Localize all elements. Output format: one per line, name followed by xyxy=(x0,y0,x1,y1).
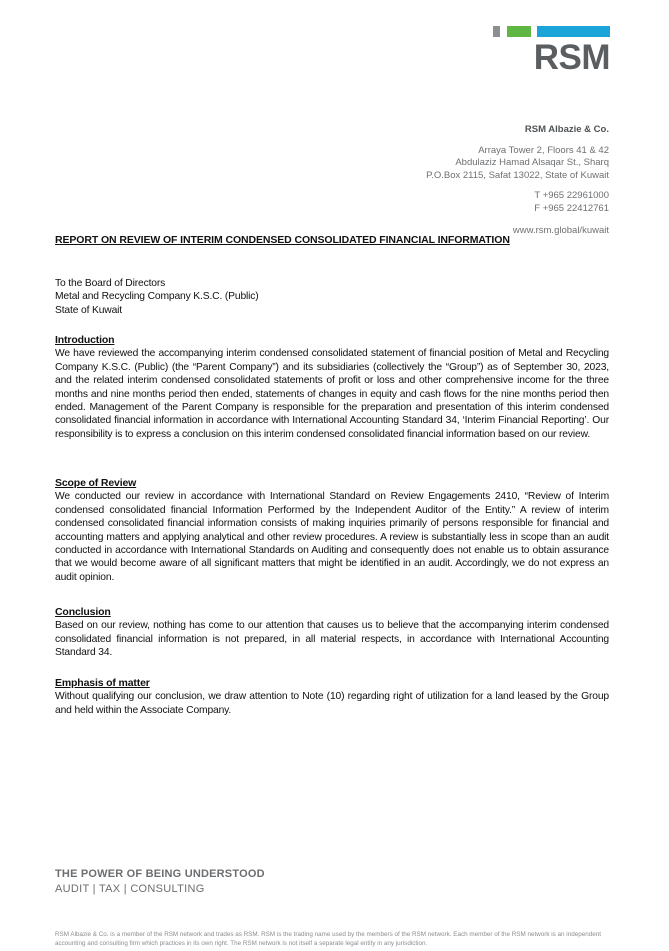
address-line-2: Abdulaziz Hamad Alsaqar St., Sharq xyxy=(455,157,609,168)
addressee-line-2: Metal and Recycling Company K.S.C. (Public) xyxy=(55,291,259,303)
section-heading: Emphasis of matter xyxy=(55,677,150,689)
report-title: REPORT ON REVIEW OF INTERIM CONDENSED CONSOLIDATED FINANCIAL INFORMATION xyxy=(55,234,510,246)
section-introduction xyxy=(55,334,609,441)
section-heading: Introduction xyxy=(55,334,115,346)
footer-tagline: THE POWER OF BEING UNDERSTOOD xyxy=(55,868,265,880)
address-line-1: Arraya Tower 2, Floors 41 & 42 xyxy=(478,144,609,156)
logo-bar-grey xyxy=(493,26,500,37)
logo-bar-green xyxy=(507,26,531,37)
addressee-block xyxy=(55,277,259,317)
section-paragraph: Without qualifying our conclusion, we draw attention to Note (10) regarding right of utilization for a land leased by the Group and held within the Associate Company. xyxy=(55,691,609,716)
section-paragraph: We conducted our review in accordance with International Standard on Review Engagements 2410, “Review of Interim condensed consolidated financial Information Performed by the Independent Auditor of the Entity.” A review of interim condensed consolidated financial information consists of making inquiries primarily of persons responsible for financial and accounting matters and applying analytical and other review procedures. A review is substantially less in scope than an audit conducted in accordance with International Standards on Auditing and consequently does not enable us to obtain assurance that we would become aware of all significant matters that might be identified in an audit. Accordingly, we do not express an audit opinion. xyxy=(55,491,609,583)
logo-wordmark: RSM xyxy=(533,38,610,77)
phone-number: T +965 22961000 xyxy=(534,190,609,201)
footer-services: AUDIT | TAX | CONSULTING xyxy=(55,883,205,895)
section-paragraph: Based on our review, nothing has come to our attention that causes us to believe that the accompanying interim condensed consolidated financial information is not prepared, in all material respects, in accordance with International Accounting Standard 34. xyxy=(55,620,609,659)
addressee-line-3: State of Kuwait xyxy=(55,304,123,316)
section-scope-of-review xyxy=(55,477,609,584)
firm-name: RSM Albazie & Co. xyxy=(524,124,609,135)
fax-number: F +965 22412761 xyxy=(534,202,609,214)
section-conclusion xyxy=(55,606,609,660)
address-line-3: P.O.Box 2115, Safat 13022, State of Kuwait xyxy=(426,169,609,181)
website-link[interactable]: www.rsm.global/kuwait xyxy=(512,225,609,236)
rsm-logo xyxy=(493,26,610,76)
section-heading: Conclusion xyxy=(55,606,111,618)
section-heading: Scope of Review xyxy=(55,477,137,489)
addressee-line-1: To the Board of Directors xyxy=(55,278,166,289)
logo-bar-blue xyxy=(537,26,610,37)
section-emphasis-of-matter xyxy=(55,677,609,717)
firm-address-block xyxy=(426,124,609,238)
section-paragraph: We have reviewed the accompanying interim condensed consolidated statement of financial position of Metal and Recycling Company K.S.C. (Public) (the “Parent Company”) and its subsidiaries (collectively the “Group”) as of September 30, 2023, and the related interim condensed consolidated statements of profit or loss and other comprehensive income for the three months and nine months period then ended, statements of changes in equity and cash flows for the nine months period then ended. Management of the Parent Company is responsible for the preparation and presentation of this interim condensed consolidated financial information in accordance with International Accounting Standard 34, ‘Interim Financial Reporting’. Our responsibility is to express a conclusion on this interim condensed consolidated financial information based on our review. xyxy=(55,348,609,440)
footer-disclaimer: RSM Albazie & Co. is a member of the RSM network and trades as RSM. RSM is the trading name used by the members of the RSM network. Each member of the RSM network is an independent accounting and consulting firm which practices in its own right. The RSM network is not itself a separate legal entity in any jurisdiction. xyxy=(55,931,601,947)
